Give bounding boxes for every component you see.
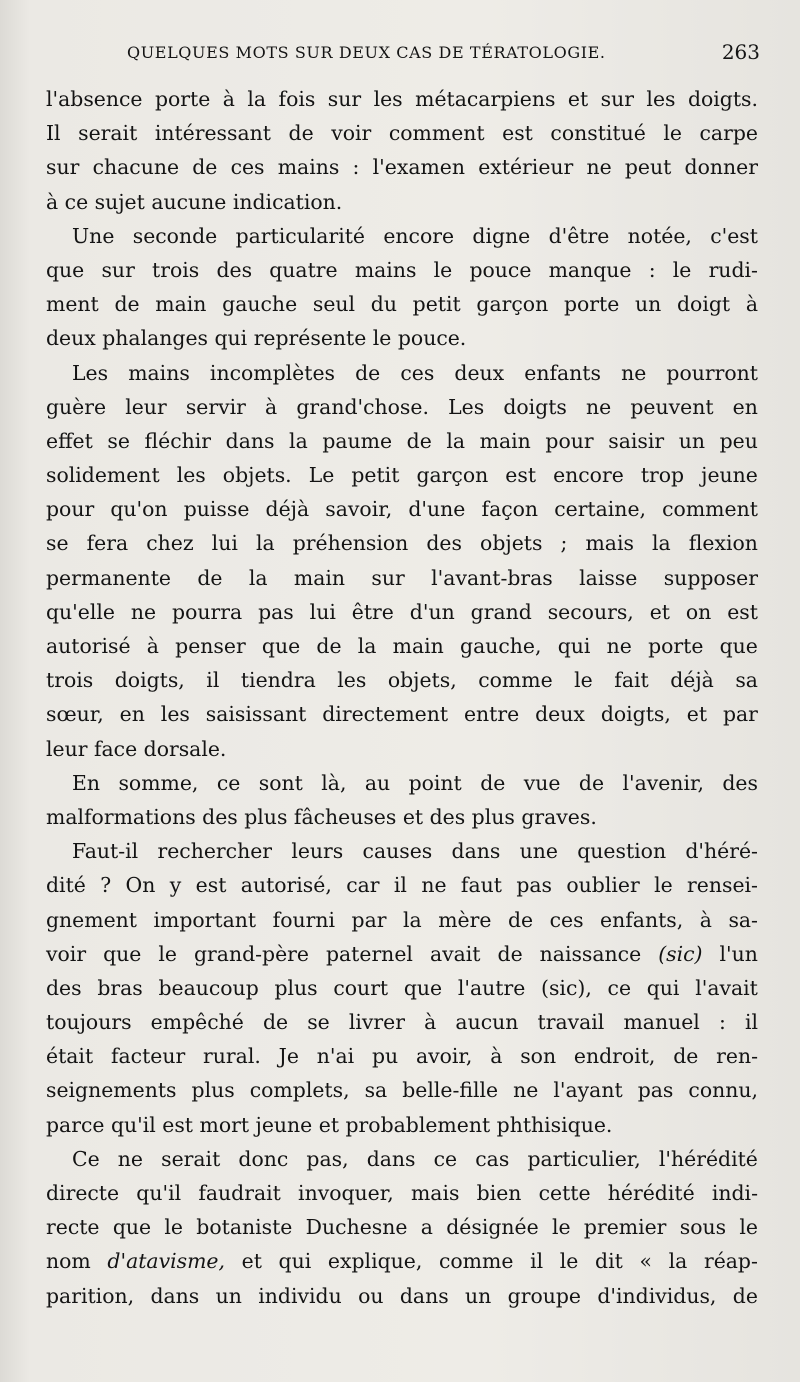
text-line: seignements plus complets, sa belle-fille ne l'ayant pas connu, — [46, 1078, 758, 1103]
text-line: Il serait intéressant de voir comment est constitué le carpe — [46, 121, 758, 146]
paragraph — [46, 82, 758, 219]
text-line: à ce sujet aucune indication. — [46, 189, 343, 214]
text-line: sur chacune de ces mains : l'examen extérieur ne peut donner — [46, 155, 758, 180]
paragraph — [46, 219, 758, 356]
text-line: deux phalanges qui représente le pouce. — [46, 326, 467, 351]
text-line: voir que le grand-père paternel avait de naissance (sic) l'un — [46, 941, 758, 966]
text-line: que sur trois des quatre mains le pouce manque : le rudi- — [46, 257, 758, 282]
text-line: était facteur rural. Je n'ai pu avoir, à son endroit, de ren- — [46, 1044, 758, 1069]
paragraph — [46, 766, 758, 834]
text-line: autorisé à penser que de la main gauche, qui ne porte que — [46, 634, 758, 658]
text-line: nom d'atavisme, et qui explique, comme il le dit « la réap- — [46, 1249, 758, 1274]
text-line: guère leur servir à grand'chose. Les doigts ne peuvent en — [46, 394, 758, 419]
text-line: Les mains incomplètes de ces deux enfants ne pourront — [72, 360, 758, 385]
text-line: parition, dans un individu ou dans un groupe d'individus, de — [46, 1283, 758, 1308]
text-line: Une seconde particularité encore digne d'être notée, c'est — [72, 223, 758, 248]
text-line: permanente de la main sur l'avant-bras laisse supposer — [46, 565, 758, 590]
text-line: Faut-il rechercher leurs causes dans une question d'héré- — [72, 839, 758, 864]
text-line: se fera chez lui la préhension des objets ; mais la flexion — [46, 531, 758, 556]
text-line: leur face dorsale. — [46, 736, 227, 761]
paragraph — [46, 356, 758, 766]
running-head — [115, 40, 760, 66]
body-text — [46, 82, 758, 1313]
text-line: trois doigts, il tiendra les objets, comme le fait déjà sa — [46, 668, 758, 693]
text-line: recte que le botaniste Duchesne a désignée le premier sous le — [46, 1215, 758, 1240]
text-line: En somme, ce sont là, au point de vue de l'avenir, des — [72, 770, 758, 795]
text-line: malformations des plus fâcheuses et des plus graves. — [46, 804, 597, 829]
text-line: pour qu'on puisse déjà savoir, d'une façon certaine, comment — [46, 497, 758, 522]
text-line: parce qu'il est mort jeune et probablement phthisique. — [46, 1112, 613, 1137]
text-line: qu'elle ne pourra pas lui être d'un grand secours, et on est — [46, 599, 758, 624]
paragraph — [46, 1142, 758, 1313]
running-head-title: QUELQUES MOTS SUR DEUX CAS DE TÉRATOLOGIE. — [127, 43, 606, 62]
text-line: ment de main gauche seul du petit garçon porte un doigt à — [46, 292, 758, 317]
text-line: sœur, en les saisissant directement entre deux doigts, et par — [46, 702, 758, 727]
text-line: des bras beaucoup plus court que l'autre (sic), ce qui l'avait — [46, 975, 758, 1000]
text-line: dité ? On y est autorisé, car il ne faut pas oublier le rensei- — [46, 873, 758, 898]
text-line: l'absence porte à la fois sur les métacarpiens et sur les doigts. — [46, 87, 758, 111]
text-line: solidement les objets. Le petit garçon est encore trop jeune — [46, 463, 758, 488]
paragraph — [46, 834, 758, 1142]
text-line: toujours empêché de se livrer à aucun travail manuel : il — [46, 1010, 758, 1035]
text-line: effet se fléchir dans la paume de la main pour saisir un peu — [46, 428, 758, 453]
text-line: gnement important fourni par la mère de ces enfants, à sa- — [46, 907, 758, 932]
text-line: Ce ne serait donc pas, dans ce cas particulier, l'hérédité — [72, 1146, 758, 1171]
text-line: directe qu'il faudrait invoquer, mais bien cette hérédité indi- — [46, 1181, 758, 1205]
page-number: 263 — [721, 40, 760, 64]
